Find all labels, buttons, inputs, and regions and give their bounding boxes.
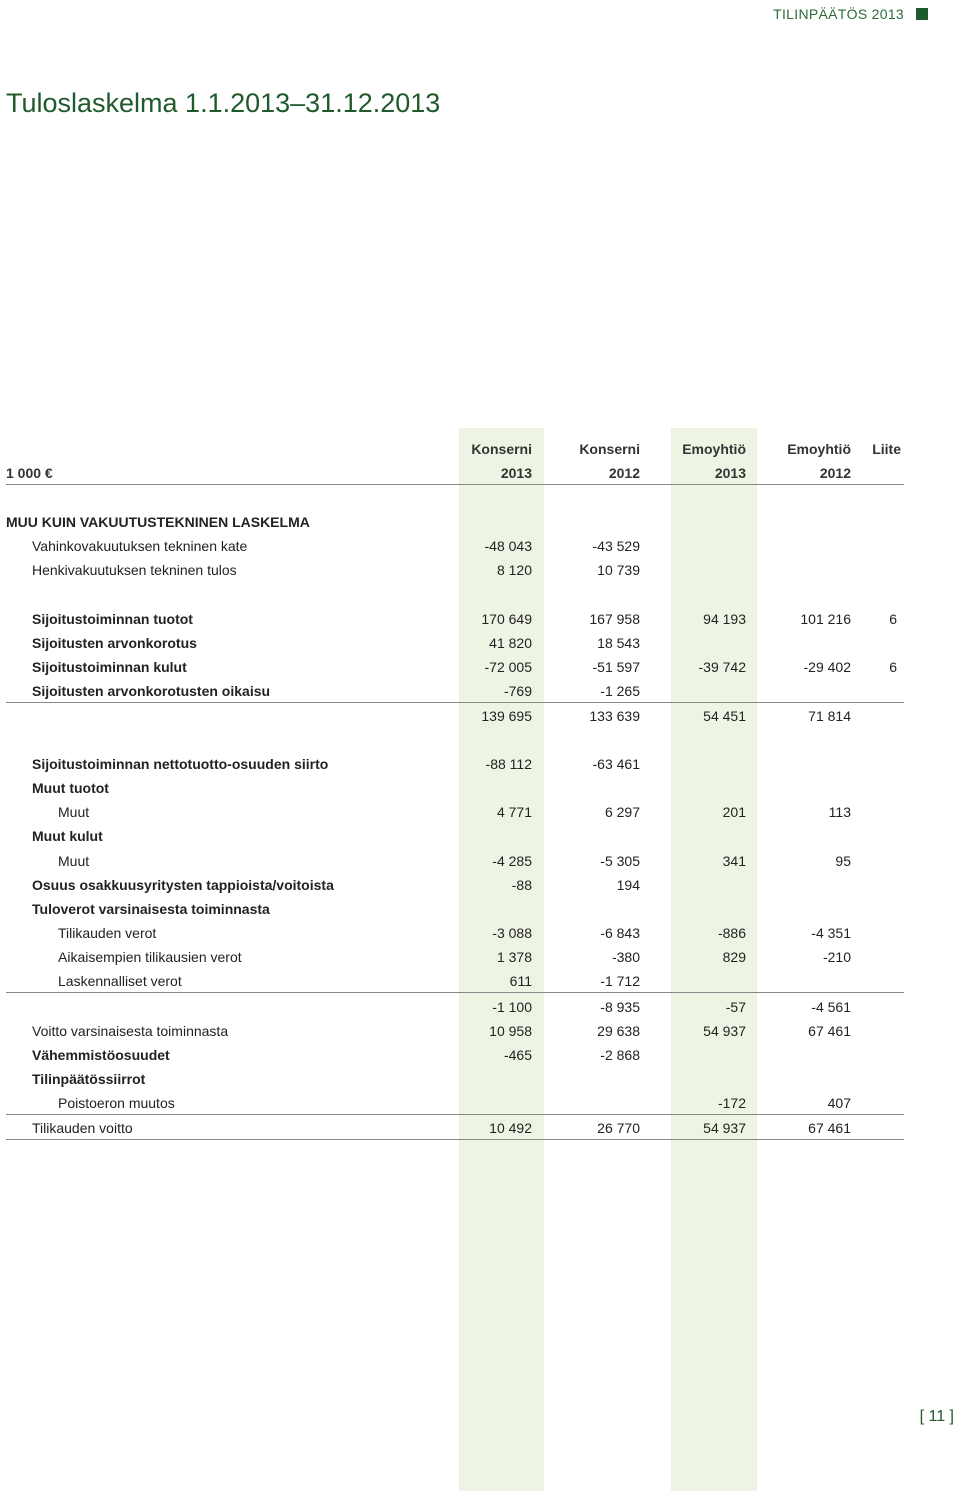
row-label: Sijoitustoiminnan tuotot bbox=[32, 611, 193, 627]
cell-emoyhtio-2012: -4 351 bbox=[811, 925, 851, 941]
cell-konserni-2012: -8 935 bbox=[600, 999, 640, 1015]
cell-konserni-2013: 8 120 bbox=[496, 562, 532, 578]
row-label: Aikaisempien tilikausien verot bbox=[58, 949, 242, 965]
cell-emoyhtio-2012: -210 bbox=[822, 949, 851, 965]
table-row bbox=[0, 655, 960, 679]
col-header-name-4: Emoyhtiö bbox=[787, 441, 851, 457]
cell-konserni-2013: 611 bbox=[509, 973, 532, 989]
row-label: Tilikauden verot bbox=[58, 925, 157, 941]
table-row bbox=[0, 897, 960, 921]
table-row bbox=[0, 631, 960, 655]
row-label: Poistoeron muutos bbox=[58, 1095, 175, 1111]
cell-konserni-2013: -72 005 bbox=[484, 659, 532, 675]
section-title: TILINPÄÄTÖS 2013 bbox=[773, 6, 904, 22]
table-row bbox=[0, 800, 960, 824]
cell-konserni-2013: -48 043 bbox=[484, 538, 532, 554]
cell-emoyhtio-2013: 54 937 bbox=[703, 1023, 746, 1039]
table-row bbox=[0, 1019, 960, 1043]
cell-emoyhtio-2012: 113 bbox=[828, 804, 851, 820]
cell-emoyhtio-2013: 829 bbox=[722, 949, 746, 965]
col-header-year-4: 2012 bbox=[819, 465, 851, 481]
cell-emoyhtio-2013: 94 193 bbox=[703, 611, 746, 627]
table-row bbox=[0, 776, 960, 800]
table-row-subtotal bbox=[0, 704, 960, 728]
table-row bbox=[0, 752, 960, 776]
row-label: Tuloverot varsinaisesta toiminnasta bbox=[32, 901, 270, 917]
cell-konserni-2012: 6 297 bbox=[604, 804, 640, 820]
cell-konserni-2013: -1 100 bbox=[492, 999, 532, 1015]
subtotal-divider bbox=[6, 702, 904, 703]
unit-label: 1 000 € bbox=[6, 465, 53, 481]
row-label: Tilikauden voitto bbox=[32, 1120, 133, 1136]
cell-konserni-2012: -6 843 bbox=[600, 925, 640, 941]
row-label: Muut kulut bbox=[32, 828, 103, 844]
cell-konserni-2012: -1 712 bbox=[600, 973, 640, 989]
cell-emoyhtio-2013: -172 bbox=[717, 1095, 746, 1111]
cell-emoyhtio-2012: 71 814 bbox=[808, 708, 851, 724]
row-label: Sijoitustoiminnan nettotuotto-osuuden siirto bbox=[32, 756, 329, 772]
section-marker-icon bbox=[916, 8, 928, 20]
table-row bbox=[0, 873, 960, 897]
cell-emoyhtio-2013: 341 bbox=[722, 853, 746, 869]
cell-konserni-2012: -51 597 bbox=[592, 659, 640, 675]
row-label: Sijoitusten arvonkorotus bbox=[32, 635, 197, 651]
cell-konserni-2013: -465 bbox=[503, 1047, 532, 1063]
row-label: Muut tuotot bbox=[32, 780, 109, 796]
cell-konserni-2012: 167 958 bbox=[589, 611, 640, 627]
cell-konserni-2012: 26 770 bbox=[597, 1120, 640, 1136]
row-label: Henkivakuutuksen tekninen tulos bbox=[32, 562, 237, 578]
table-row bbox=[0, 607, 960, 631]
cell-konserni-2013: -88 bbox=[511, 877, 532, 893]
cell-emoyhtio-2012: 101 216 bbox=[800, 611, 851, 627]
page-number: [ 11 ] bbox=[919, 1408, 954, 1425]
table-row-subtotal bbox=[0, 995, 960, 1019]
total-divider bbox=[6, 1114, 904, 1115]
cell-emoyhtio-2013: -39 742 bbox=[698, 659, 746, 675]
row-label: Vähemmistöosuudet bbox=[32, 1047, 170, 1063]
cell-liite: 6 bbox=[889, 611, 897, 627]
table-row bbox=[0, 534, 960, 558]
table-row bbox=[0, 558, 960, 582]
col-header-name-1: Konserni bbox=[471, 441, 532, 457]
col-header-name-3: Emoyhtiö bbox=[682, 441, 746, 457]
cell-konserni-2012: 194 bbox=[616, 877, 640, 893]
table-row-total bbox=[0, 1116, 960, 1140]
cell-emoyhtio-2012: 95 bbox=[835, 853, 851, 869]
cell-konserni-2012: 29 638 bbox=[597, 1023, 640, 1039]
row-label: Sijoitusten arvonkorotusten oikaisu bbox=[32, 683, 271, 699]
cell-emoyhtio-2012: 67 461 bbox=[808, 1120, 851, 1136]
cell-emoyhtio-2012: 407 bbox=[827, 1095, 851, 1111]
cell-konserni-2012: -43 529 bbox=[592, 538, 640, 554]
table-row bbox=[0, 510, 960, 534]
cell-konserni-2013: 41 820 bbox=[489, 635, 532, 651]
row-label: Vahinkovakuutuksen tekninen kate bbox=[32, 538, 248, 554]
table-row bbox=[0, 849, 960, 873]
cell-emoyhtio-2012: 67 461 bbox=[808, 1023, 851, 1039]
row-label: Osuus osakkuusyritysten tappioista/voitoista bbox=[32, 877, 334, 893]
cell-konserni-2012: -63 461 bbox=[592, 756, 640, 772]
cell-emoyhtio-2013: 54 937 bbox=[703, 1120, 746, 1136]
cell-konserni-2013: -769 bbox=[503, 683, 532, 699]
table-row bbox=[0, 1043, 960, 1067]
col-header-year-1: 2013 bbox=[500, 465, 532, 481]
cell-konserni-2013: 139 695 bbox=[481, 708, 532, 724]
cell-konserni-2013: 10 958 bbox=[489, 1023, 532, 1039]
cell-konserni-2013: -3 088 bbox=[492, 925, 532, 941]
table-row bbox=[0, 1091, 960, 1115]
row-label: Sijoitustoiminnan kulut bbox=[32, 659, 187, 675]
table-row bbox=[0, 945, 960, 969]
cell-emoyhtio-2012: -4 561 bbox=[811, 999, 851, 1015]
cell-konserni-2012: -1 265 bbox=[600, 683, 640, 699]
cell-konserni-2013: 10 492 bbox=[489, 1120, 532, 1136]
row-label: Voitto varsinaisesta toiminnasta bbox=[32, 1023, 229, 1039]
cell-emoyhtio-2012: -29 402 bbox=[803, 659, 851, 675]
cell-emoyhtio-2013: -886 bbox=[717, 925, 746, 941]
cell-emoyhtio-2013: -57 bbox=[725, 999, 746, 1015]
cell-konserni-2012: 10 739 bbox=[597, 562, 640, 578]
table-row bbox=[0, 679, 960, 703]
header-divider bbox=[6, 484, 904, 485]
cell-konserni-2013: -4 285 bbox=[492, 853, 532, 869]
table-row bbox=[0, 921, 960, 945]
col-header-year-2: 2012 bbox=[608, 465, 640, 481]
table-row bbox=[0, 1067, 960, 1091]
col-header-name-5: Liite bbox=[872, 441, 901, 457]
total-divider-bottom bbox=[6, 1139, 904, 1140]
cell-emoyhtio-2013: 54 451 bbox=[703, 708, 746, 724]
table-row bbox=[0, 824, 960, 848]
cell-konserni-2013: -88 112 bbox=[485, 756, 532, 772]
subtotal-divider bbox=[6, 992, 904, 993]
cell-konserni-2013: 1 378 bbox=[496, 949, 532, 965]
cell-liite: 6 bbox=[889, 659, 897, 675]
cell-konserni-2012: -380 bbox=[611, 949, 640, 965]
row-label: Tilinpäätössiirrot bbox=[32, 1071, 146, 1087]
cell-konserni-2013: 4 771 bbox=[496, 804, 532, 820]
row-label: Muut bbox=[58, 804, 90, 820]
row-label: Muut bbox=[58, 853, 90, 869]
col-header-name-2: Konserni bbox=[579, 441, 640, 457]
page-title: Tuloslaskelma 1.1.2013–31.12.2013 bbox=[6, 88, 441, 118]
cell-konserni-2012: -2 868 bbox=[600, 1047, 640, 1063]
cell-konserni-2012: 18 543 bbox=[597, 635, 640, 651]
running-header bbox=[773, 6, 928, 22]
table-row bbox=[0, 969, 960, 993]
row-label: Laskennalliset verot bbox=[58, 973, 182, 989]
cell-konserni-2012: 133 639 bbox=[589, 708, 640, 724]
row-label: MUU KUIN VAKUUTUSTEKNINEN LASKELMA bbox=[6, 514, 310, 530]
cell-emoyhtio-2013: 201 bbox=[722, 804, 746, 820]
cell-konserni-2013: 170 649 bbox=[481, 611, 532, 627]
col-header-year-3: 2013 bbox=[714, 465, 746, 481]
cell-konserni-2012: -5 305 bbox=[600, 853, 640, 869]
